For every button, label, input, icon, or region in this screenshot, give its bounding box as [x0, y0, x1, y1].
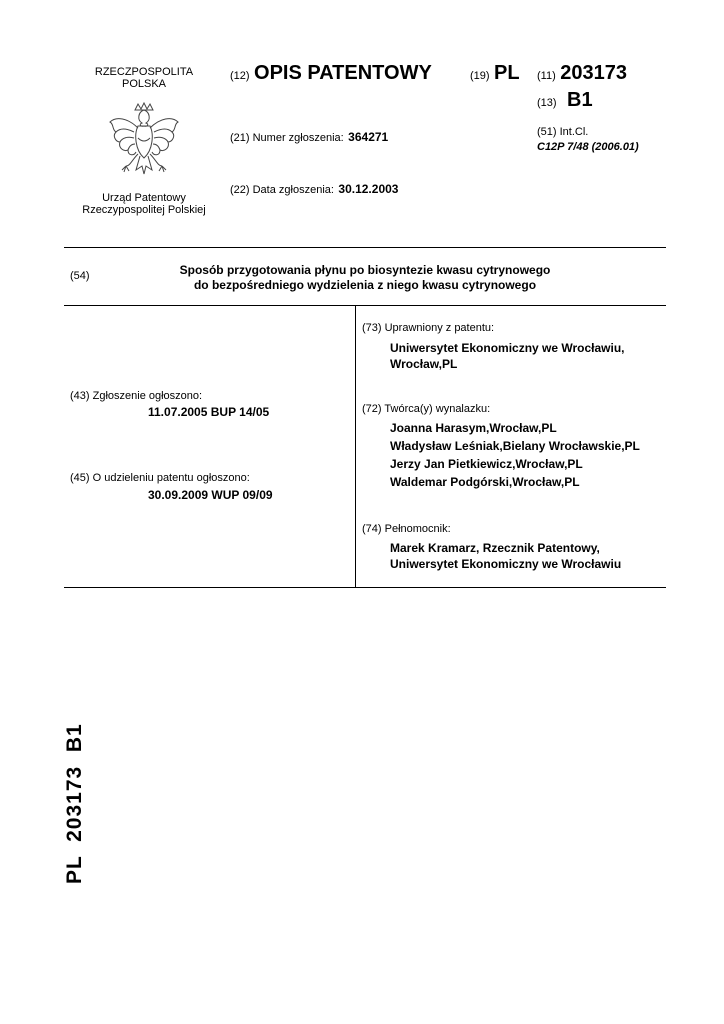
- inventor-item: Władysław Leśniak,Bielany Wrocławskie,PL: [390, 439, 640, 453]
- patent-number-value: 203173: [560, 62, 627, 84]
- country-name: [80, 66, 208, 90]
- application-date: [230, 180, 398, 198]
- patent-title: [120, 263, 610, 293]
- publication-value: 11.07.2005 BUP 14/05: [148, 405, 270, 419]
- title-divider: [64, 305, 666, 306]
- agent-block: [390, 540, 621, 572]
- int-cl-value: C12P 7/48 (2006.01): [537, 141, 639, 153]
- kind-code-label: (13): [537, 97, 557, 109]
- grant-value: 30.09.2009 WUP 09/09: [148, 488, 273, 502]
- patent-office-name: [70, 192, 218, 216]
- doc-type-code: (12): [230, 70, 250, 82]
- agent-label: (74) Pełnomocnik:: [362, 523, 451, 535]
- owner-line-1: Uniwersytet Ekonomiczny we Wrocławiu,: [390, 341, 625, 355]
- kind-code-value: B1: [567, 89, 593, 111]
- owner-block: [390, 340, 625, 372]
- office-line-2: Rzeczypospolitej Polskiej: [82, 204, 206, 216]
- owner-label: (73) Uprawniony z patentu:: [362, 322, 495, 334]
- publication-label: (43) Zgłoszenie ogłoszono:: [70, 390, 203, 402]
- title-code: (54): [70, 270, 90, 282]
- country-code: [470, 62, 520, 85]
- app-number-label: (21) Numer zgłoszenia:: [230, 132, 344, 144]
- column-divider: [355, 305, 356, 587]
- agent-line-1: Marek Kramarz, Rzecznik Patentowy,: [390, 541, 600, 555]
- inventor-item: Waldemar Podgórski,Wrocław,PL: [390, 475, 580, 489]
- side-patent-label: PL 203173 B1: [63, 723, 86, 884]
- int-cl: [537, 126, 639, 153]
- country-line-2: POLSKA: [121, 78, 167, 90]
- kind-code: [537, 89, 593, 112]
- title-line-2: do bezpośredniego wydzielenia z niego kwasu cytrynowego: [193, 278, 537, 292]
- application-number: [230, 128, 388, 146]
- app-date-label: (22) Data zgłoszenia:: [230, 184, 334, 196]
- title-line-1: Sposób przygotowania płynu po biosyntezie kwasu cytrynowego: [179, 263, 551, 277]
- country-code-label: (19): [470, 70, 490, 82]
- grant-label: (45) O udzieleniu patentu ogłoszono:: [70, 472, 250, 484]
- owner-line-2: Wrocław,PL: [390, 357, 458, 371]
- header-divider: [64, 247, 666, 248]
- inventor-item: Joanna Harasym,Wrocław,PL: [390, 421, 557, 435]
- office-line-1: Urząd Patentowy: [102, 192, 186, 204]
- doc-type-title: OPIS PATENTOWY: [254, 62, 432, 84]
- inventors-list: [390, 419, 640, 491]
- country-line-1: RZECZPOSPOLITA: [94, 66, 194, 78]
- inventor-item: Jerzy Jan Pietkiewicz,Wrocław,PL: [390, 457, 583, 471]
- inventors-label: (72) Twórca(y) wynalazku:: [362, 403, 491, 415]
- int-cl-label: (51) Int.Cl.: [537, 126, 589, 138]
- patent-number-label: (11): [537, 70, 556, 82]
- footer-divider: [64, 587, 666, 588]
- document-type: [230, 62, 432, 85]
- app-number-value: 364271: [348, 130, 389, 144]
- country-code-value: PL: [494, 62, 520, 84]
- patent-number: [537, 62, 627, 85]
- agent-line-2: Uniwersytet Ekonomiczny we Wrocławiu: [390, 557, 622, 571]
- app-date-value: 30.12.2003: [338, 182, 399, 196]
- eagle-emblem-icon: [102, 100, 186, 184]
